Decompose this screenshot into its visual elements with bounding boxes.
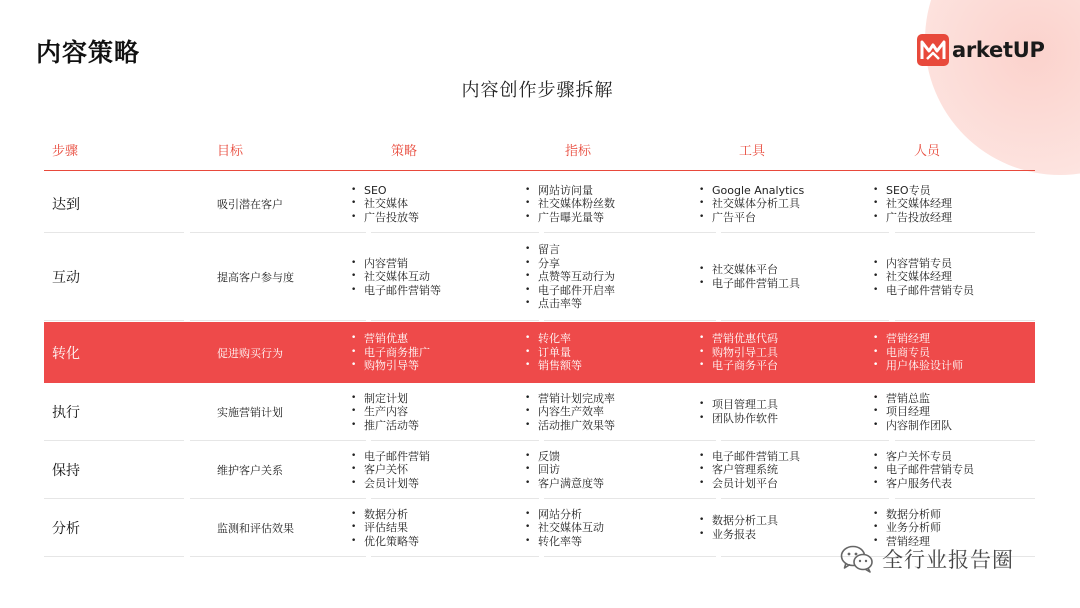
metrics-item: • 活动推广效果等	[523, 419, 615, 433]
row-metrics-cell	[523, 383, 615, 441]
row-tools-cell	[697, 383, 778, 441]
row-metrics-cell	[523, 499, 604, 557]
marketup-m-logo-icon	[917, 34, 949, 66]
row-step: 互动	[52, 270, 80, 286]
row-metrics-cell	[523, 233, 615, 321]
metrics-item: • 网站分析	[523, 508, 604, 522]
table-header	[44, 140, 1034, 164]
people-item: • 内容制作团队	[871, 419, 952, 433]
table-row	[44, 233, 1035, 321]
row-people-cell	[871, 441, 974, 499]
row-step: 达到	[52, 197, 80, 213]
metrics-item: • 客户满意度等	[523, 477, 604, 491]
people-item: • 内容营销专员	[871, 257, 974, 271]
metrics-item: • 社交媒体粉丝数	[523, 197, 615, 211]
row-people-cell	[871, 233, 974, 321]
row-strategy-cell	[349, 383, 419, 441]
row-divider	[895, 320, 1035, 321]
people-item: • 电子邮件营销专员	[871, 284, 974, 298]
people-item: • 用户体验设计师	[871, 359, 963, 373]
tools-item: • 数据分析工具	[697, 514, 778, 528]
tools-item: • 购物引导工具	[697, 346, 778, 360]
row-people-cell	[871, 322, 963, 383]
people-item: • 营销经理	[871, 332, 963, 346]
strategy-item: • 推广活动等	[349, 419, 419, 433]
tools-item: • 营销优惠代码	[697, 332, 778, 346]
row-step: 执行	[52, 405, 80, 421]
logo-text: arketUP	[952, 38, 1045, 62]
watermark-text: 全行业报告圈	[882, 548, 1014, 572]
tools-item: • Google Analytics	[697, 184, 804, 198]
tools-item: • 电子邮件营销工具	[697, 277, 800, 291]
strategy-item: • 会员计划等	[349, 477, 430, 491]
row-step: 分析	[52, 521, 80, 537]
people-item: • 社交媒体经理	[871, 270, 974, 284]
metrics-item: • 留言	[523, 243, 615, 257]
metrics-item: • 网站访问量	[523, 184, 615, 198]
row-tools-cell	[697, 499, 778, 557]
metrics-item: • 营销计划完成率	[523, 392, 615, 406]
strategy-item: • 内容营销	[349, 257, 441, 271]
row-divider	[44, 556, 184, 557]
tools-item: • 业务报表	[697, 528, 778, 542]
tools-item: • 会员计划平台	[697, 477, 800, 491]
people-item: • SEO专员	[871, 184, 952, 198]
tools-item: • 社交媒体平台	[697, 263, 800, 277]
strategy-item: • 优化策略等	[349, 535, 419, 549]
page-title: 内容策略	[36, 38, 141, 67]
strategy-item: • 电子商务推广	[349, 346, 430, 360]
table-row	[44, 441, 1035, 499]
tools-item: • 广告平台	[697, 211, 804, 225]
strategy-item: • 购物引导等	[349, 359, 430, 373]
row-step: 保持	[52, 463, 80, 479]
row-strategy-cell	[349, 233, 441, 321]
metrics-item: • 销售额等	[523, 359, 582, 373]
metrics-item: • 转化率	[523, 332, 582, 346]
row-divider	[721, 320, 889, 321]
metrics-item: • 点赞等互动行为	[523, 270, 615, 284]
row-step: 转化	[52, 345, 80, 362]
row-goal: 提高客户参与度	[217, 271, 294, 284]
table-row	[44, 383, 1035, 441]
row-divider	[371, 320, 539, 321]
metrics-item: • 反馈	[523, 450, 604, 464]
row-metrics-cell	[523, 322, 582, 383]
strategy-item: • 制定计划	[349, 392, 419, 406]
row-divider	[190, 556, 366, 557]
row-strategy-cell	[349, 499, 419, 557]
metrics-item: • 社交媒体互动	[523, 521, 604, 535]
tools-item: • 客户管理系统	[697, 463, 800, 477]
strategy-item: • 社交媒体	[349, 197, 419, 211]
marketup-logo	[917, 33, 1045, 67]
strategy-item: • 电子邮件营销等	[349, 284, 441, 298]
row-tools-cell	[697, 322, 778, 383]
tools-item: • 项目管理工具	[697, 398, 778, 412]
metrics-item: • 分享	[523, 257, 615, 271]
row-goal: 促进购买行为	[217, 346, 283, 360]
row-strategy-cell	[349, 322, 430, 383]
metrics-item: • 内容生产效率	[523, 405, 615, 419]
tools-item: • 电子商务平台	[697, 359, 778, 373]
people-item: • 营销总监	[871, 392, 952, 406]
row-tools-cell	[697, 175, 804, 233]
wechat-icon	[840, 544, 874, 574]
strategy-item: • 社交媒体互动	[349, 270, 441, 284]
strategy-item: • SEO	[349, 184, 419, 198]
row-divider	[544, 320, 716, 321]
people-item: • 项目经理	[871, 405, 952, 419]
people-item: • 数据分析师	[871, 508, 941, 522]
row-divider	[544, 556, 716, 557]
people-item: • 业务分析师	[871, 521, 941, 535]
metrics-item: • 回访	[523, 463, 604, 477]
row-strategy-cell	[349, 441, 430, 499]
people-item: • 广告投放经理	[871, 211, 952, 225]
header-divider	[44, 170, 1035, 171]
row-goal: 监测和评估效果	[217, 522, 294, 535]
header-people: 人员	[914, 144, 941, 159]
row-goal: 吸引潜在客户	[217, 198, 283, 211]
metrics-item: • 点击率等	[523, 297, 615, 311]
header-strategy: 策略	[391, 144, 418, 159]
header-step: 步骤	[52, 144, 79, 159]
row-goal: 维护客户关系	[217, 464, 283, 477]
strategy-item: • 电子邮件营销	[349, 450, 430, 464]
people-item: • 营销经理	[871, 535, 941, 549]
row-tools-cell	[697, 233, 800, 321]
people-item: • 社交媒体经理	[871, 197, 952, 211]
people-item: • 电商专员	[871, 346, 963, 360]
tools-item: • 团队协作软件	[697, 412, 778, 426]
strategy-item: • 广告投放等	[349, 211, 419, 225]
row-metrics-cell	[523, 441, 604, 499]
header-tools: 工具	[739, 144, 766, 159]
watermark	[840, 542, 1014, 576]
metrics-item: • 广告曝光量等	[523, 211, 615, 225]
header-metrics: 指标	[565, 144, 592, 159]
tools-item: • 社交媒体分析工具	[697, 197, 804, 211]
table-row	[44, 322, 1035, 383]
row-people-cell	[871, 175, 952, 233]
row-divider	[190, 320, 366, 321]
strategy-item: • 生产内容	[349, 405, 419, 419]
strategy-item: • 客户关怀	[349, 463, 430, 477]
strategy-item: • 营销优惠	[349, 332, 430, 346]
metrics-item: • 订单量	[523, 346, 582, 360]
strategy-item: • 数据分析	[349, 508, 419, 522]
people-item: • 电子邮件营销专员	[871, 463, 974, 477]
row-people-cell	[871, 383, 952, 441]
tools-item: • 电子邮件营销工具	[697, 450, 800, 464]
row-goal: 实施营销计划	[217, 406, 283, 419]
row-metrics-cell	[523, 175, 615, 233]
metrics-item: • 转化率等	[523, 535, 604, 549]
row-strategy-cell	[349, 175, 419, 233]
row-divider	[44, 320, 184, 321]
slide-subtitle: 内容创作步骤拆解	[461, 80, 614, 101]
row-tools-cell	[697, 441, 800, 499]
table-row	[44, 175, 1035, 233]
header-goal: 目标	[217, 144, 244, 159]
row-divider	[371, 556, 539, 557]
people-item: • 客户关怀专员	[871, 450, 974, 464]
people-item: • 客户服务代表	[871, 477, 974, 491]
metrics-item: • 电子邮件开启率	[523, 284, 615, 298]
strategy-item: • 评估结果	[349, 521, 419, 535]
